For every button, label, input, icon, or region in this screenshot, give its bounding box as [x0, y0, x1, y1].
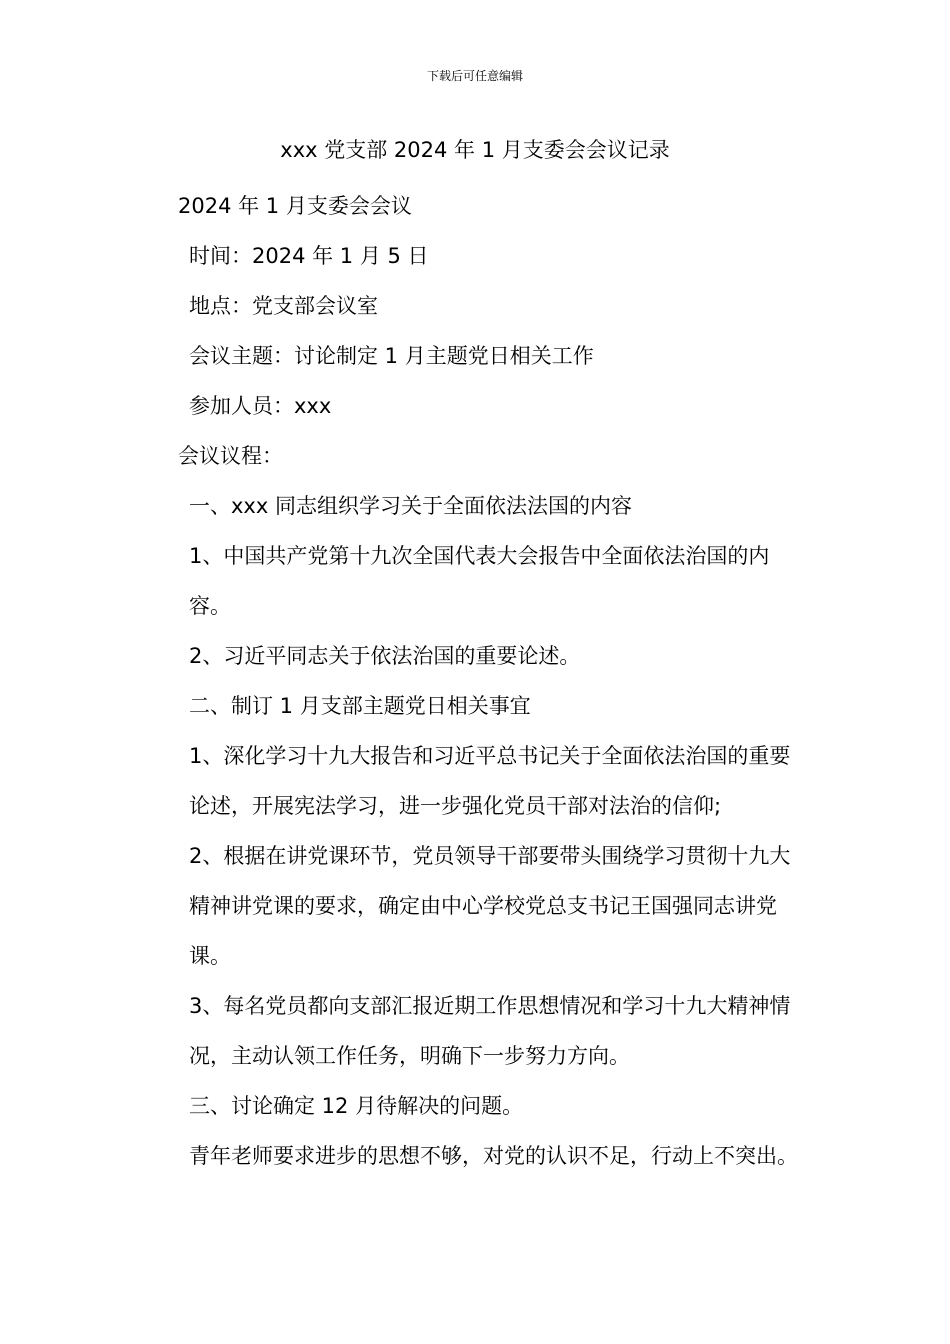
meeting-name: 2024 年 1 月支委会会议	[178, 194, 412, 218]
meeting-time: 时间：2024 年 1 月 5 日	[189, 244, 429, 268]
agenda-section-2: 二、制订 1 月支部主题党日相关事宜	[189, 694, 531, 718]
agenda-heading: 会议议程：	[178, 444, 283, 468]
document-body	[144, 181, 808, 1181]
meeting-theme: 会议主题：讨论制定 1 月主题党日相关工作	[189, 344, 594, 368]
agenda-section-1-item-1: 1、中国共产党第十九次全国代表大会报告中全面依法治国的内容。	[189, 544, 770, 618]
agenda-section-2-item-3: 3、每名党员都向支部汇报近期工作思想情况和学习十九大精神情况，主动认领工作任务，明确下一步努力方向。	[189, 994, 791, 1068]
document-title: xxx 党支部 2024 年 1 月支委会会议记录	[280, 138, 670, 162]
agenda-section-3-detail: 青年老师要求进步的思想不够，对党的认识不足，行动上不突出。	[189, 1144, 798, 1168]
agenda-section-3: 三、讨论确定 12 月待解决的问题。	[189, 1094, 524, 1118]
agenda-section-1: 一、xxx 同志组织学习关于全面依法法国的内容	[189, 494, 632, 518]
agenda-section-1-item-2: 2、习近平同志关于依法治国的重要论述。	[189, 644, 581, 668]
agenda-section-2-item-2: 2、根据在讲党课环节，党员领导干部要带头围绕学习贯彻十九大精神讲党课的要求，确定由中心学校党总支书记王国强同志讲党课。	[189, 844, 791, 968]
header-note: 下载后可任意编辑	[426, 69, 523, 83]
meeting-attendees: 参加人员：xxx	[189, 394, 332, 418]
agenda-section-2-item-1: 1、深化学习十九大报告和习近平总书记关于全面依法治国的重要论述，开展宪法学习，进一步强化党员干部对法治的信仰;	[189, 744, 791, 818]
meeting-location: 地点：党支部会议室	[189, 294, 378, 318]
